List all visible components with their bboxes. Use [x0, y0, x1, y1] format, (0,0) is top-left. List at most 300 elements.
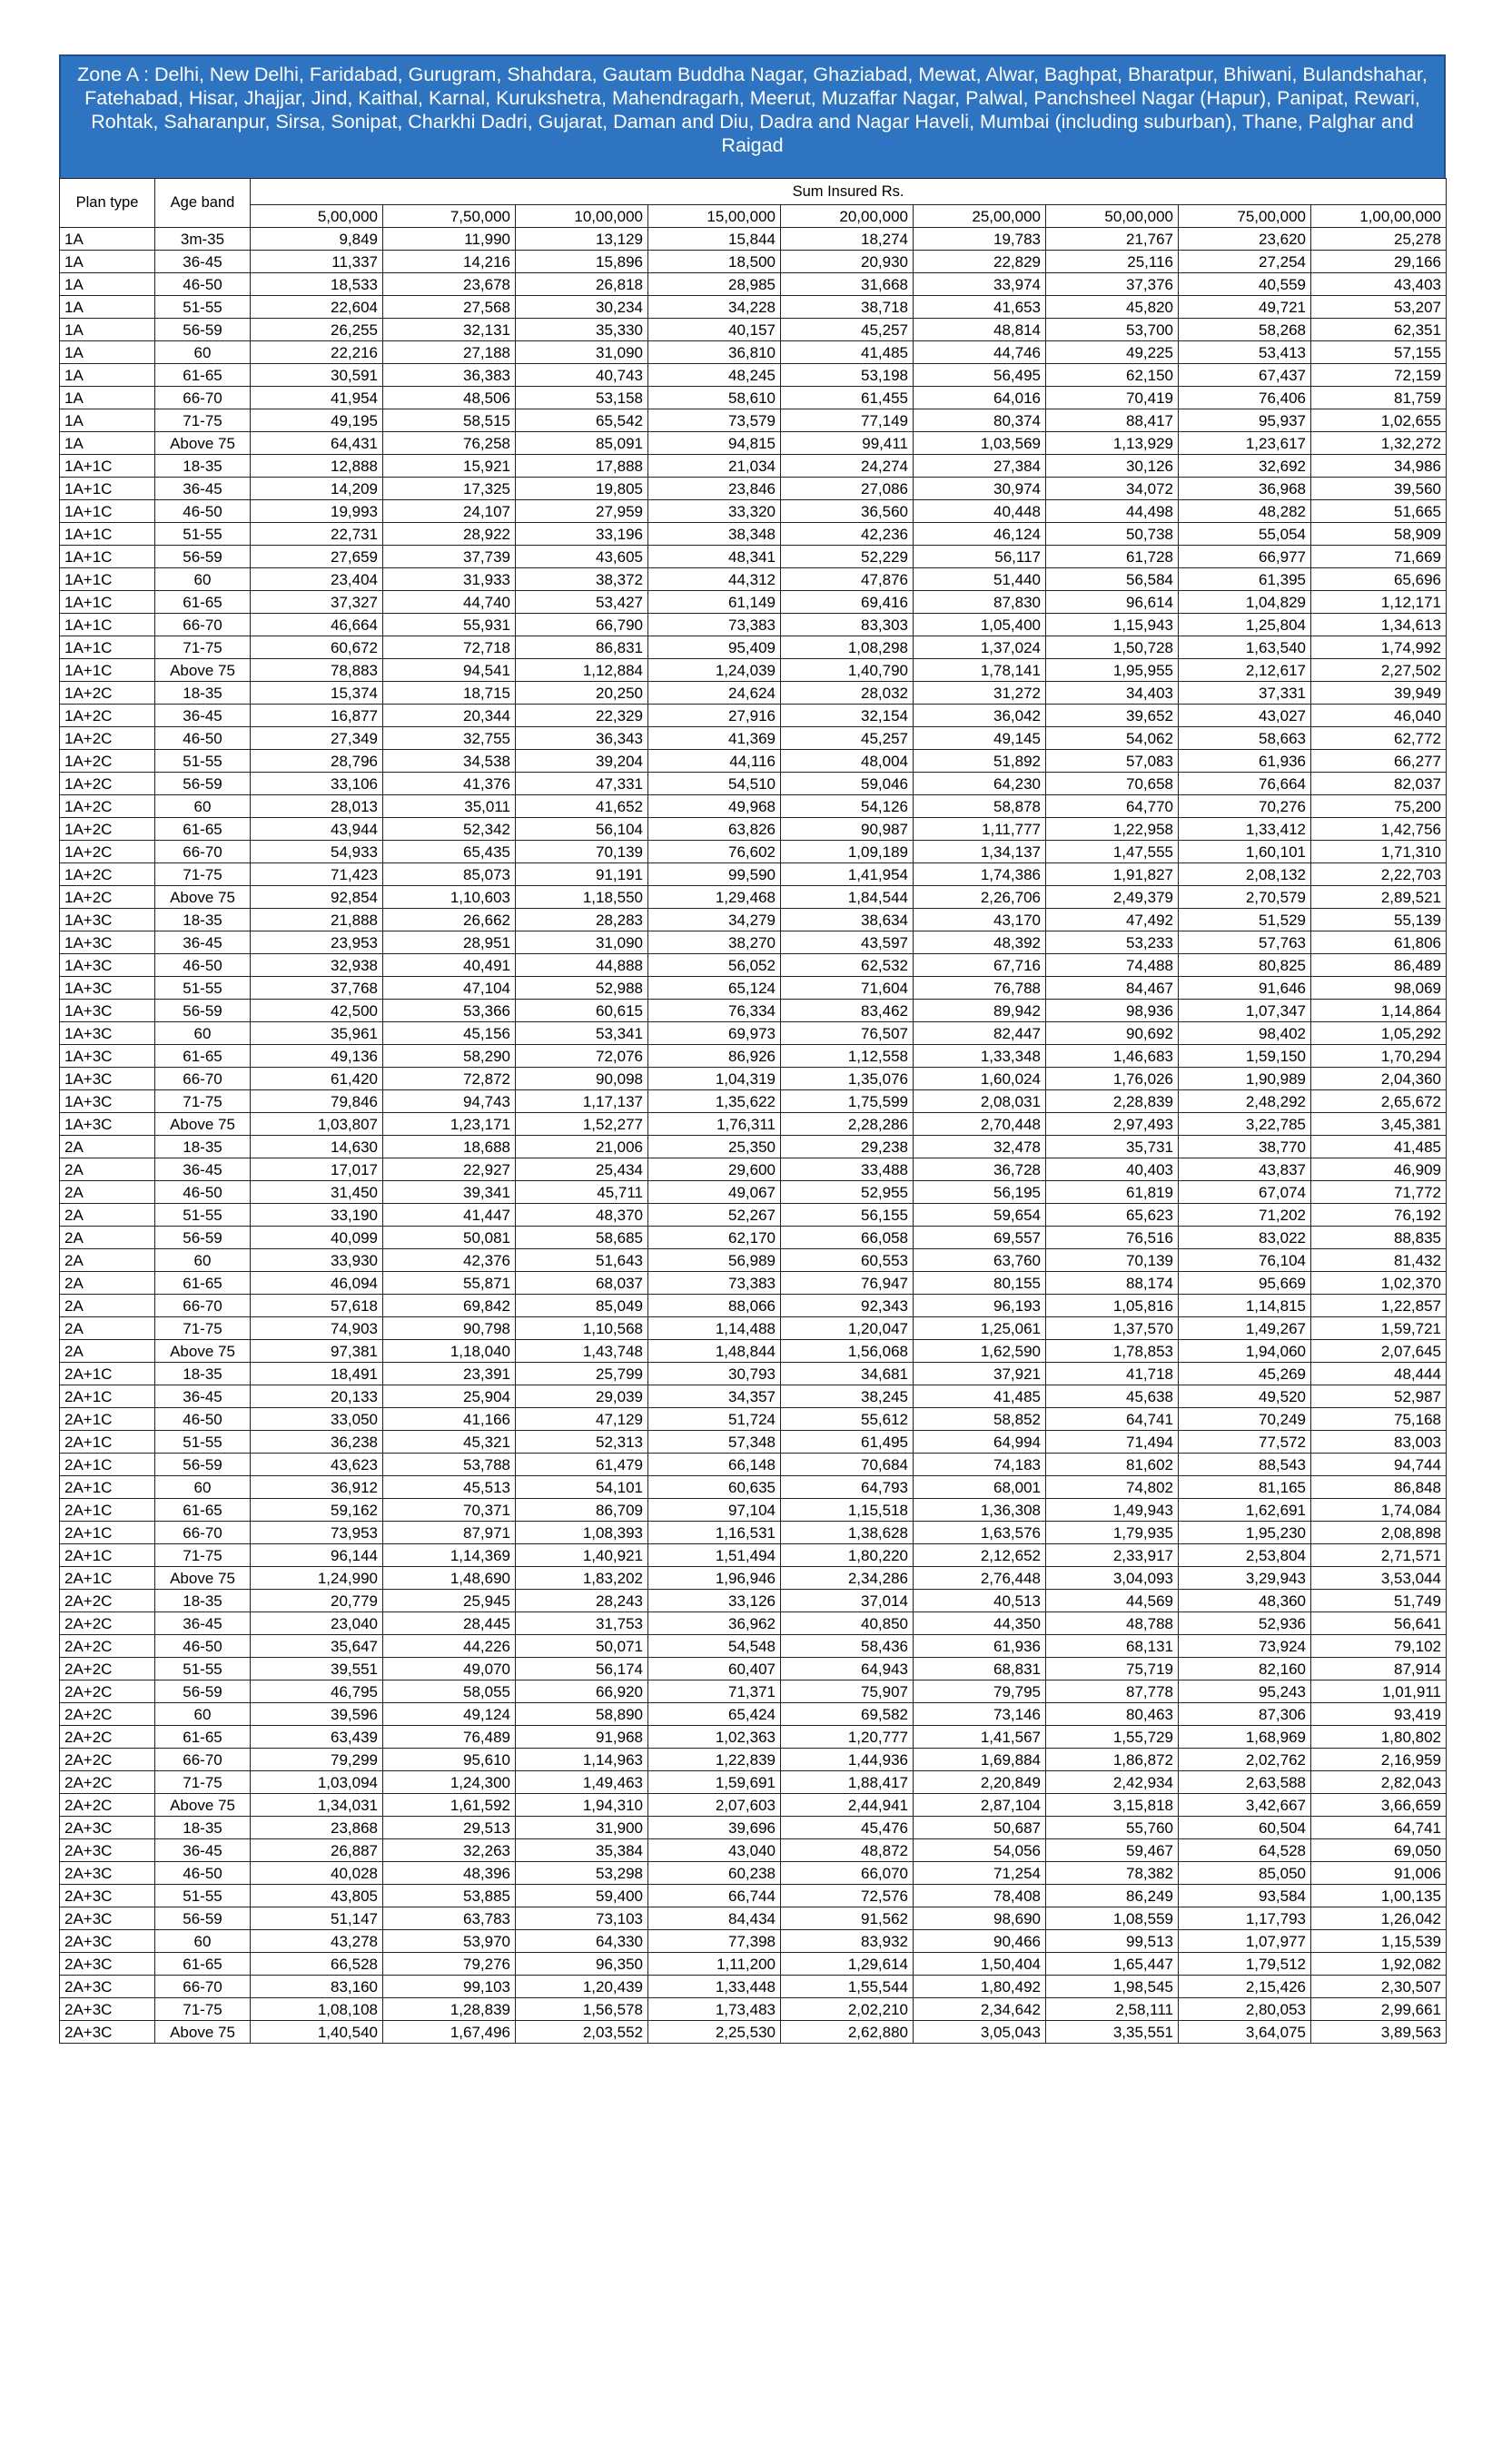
premium-cell: 33,126 [648, 1590, 781, 1612]
premium-cell: 32,131 [383, 319, 516, 341]
table-row [60, 1295, 1447, 1317]
premium-cell: 74,802 [1046, 1476, 1179, 1499]
premium-cell: 2,03,552 [516, 2021, 648, 2044]
premium-cell: 17,017 [251, 1158, 383, 1181]
premium-cell: 34,279 [648, 909, 781, 931]
premium-cell: 1,74,084 [1311, 1499, 1447, 1522]
premium-cell: 58,268 [1179, 319, 1311, 341]
premium-cell: 88,066 [648, 1295, 781, 1317]
premium-cell: 2,12,652 [914, 1544, 1046, 1567]
plan-type-cell: 2A [60, 1136, 155, 1158]
table-row [60, 523, 1447, 546]
premium-cell: 22,927 [383, 1158, 516, 1181]
age-band-cell: 60 [155, 1703, 251, 1726]
premium-cell: 36,962 [648, 1612, 781, 1635]
plan-type-cell: 2A+2C [60, 1726, 155, 1749]
plan-type-cell: 2A [60, 1181, 155, 1204]
premium-cell: 18,500 [648, 251, 781, 273]
premium-cell: 2,08,031 [914, 1090, 1046, 1113]
premium-cell: 1,88,417 [781, 1771, 914, 1794]
premium-cell: 1,76,026 [1046, 1068, 1179, 1090]
plan-type-cell: 2A+3C [60, 1930, 155, 1953]
premium-cell: 1,11,777 [914, 818, 1046, 841]
premium-cell: 1,52,277 [516, 1113, 648, 1136]
premium-cell: 30,126 [1046, 455, 1179, 478]
premium-cell: 1,25,804 [1179, 614, 1311, 636]
premium-cell: 48,282 [1179, 500, 1311, 523]
premium-cell: 46,909 [1311, 1158, 1447, 1181]
premium-cell: 51,643 [516, 1249, 648, 1272]
premium-cell: 61,149 [648, 591, 781, 614]
premium-cell: 45,513 [383, 1476, 516, 1499]
premium-cell: 85,073 [383, 863, 516, 886]
table-row [60, 863, 1447, 886]
age-band-cell: 66-70 [155, 614, 251, 636]
premium-cell: 16,877 [251, 705, 383, 727]
premium-cell: 53,970 [383, 1930, 516, 1953]
premium-cell: 70,276 [1179, 795, 1311, 818]
premium-cell: 98,936 [1046, 1000, 1179, 1022]
table-row [60, 636, 1447, 659]
premium-cell: 63,439 [251, 1726, 383, 1749]
premium-cell: 60,407 [648, 1658, 781, 1680]
premium-cell: 35,011 [383, 795, 516, 818]
age-band-cell: 60 [155, 1249, 251, 1272]
premium-cell: 82,037 [1311, 773, 1447, 795]
premium-cell: 86,926 [648, 1045, 781, 1068]
premium-cell: 45,476 [781, 1817, 914, 1839]
premium-cell: 1,50,728 [1046, 636, 1179, 659]
premium-cell: 60,504 [1179, 1817, 1311, 1839]
premium-cell: 74,903 [251, 1317, 383, 1340]
premium-cell: 66,277 [1311, 750, 1447, 773]
premium-cell: 1,50,404 [914, 1953, 1046, 1976]
table-row [60, 228, 1447, 251]
premium-cell: 33,320 [648, 500, 781, 523]
premium-cell: 1,38,628 [781, 1522, 914, 1544]
premium-cell: 87,830 [914, 591, 1046, 614]
premium-cell: 44,350 [914, 1612, 1046, 1635]
sum-insured-column-header: 20,00,000 [781, 205, 914, 228]
age-band-cell: Above 75 [155, 1794, 251, 1817]
premium-cell: 87,306 [1179, 1703, 1311, 1726]
table-row [60, 1317, 1447, 1340]
premium-cell: 51,724 [648, 1408, 781, 1431]
premium-cell: 50,081 [383, 1227, 516, 1249]
premium-cell: 40,099 [251, 1227, 383, 1249]
premium-cell: 1,92,082 [1311, 1953, 1447, 1976]
premium-cell: 73,383 [648, 1272, 781, 1295]
premium-cell: 3,53,044 [1311, 1567, 1447, 1590]
premium-cell: 37,014 [781, 1590, 914, 1612]
premium-cell: 65,542 [516, 409, 648, 432]
age-band-cell: 56-59 [155, 773, 251, 795]
premium-document [59, 54, 1446, 2044]
premium-cell: 73,953 [251, 1522, 383, 1544]
age-band-cell: 36-45 [155, 1612, 251, 1635]
premium-cell: 39,204 [516, 750, 648, 773]
premium-cell: 1,20,047 [781, 1317, 914, 1340]
premium-cell: 78,408 [914, 1885, 1046, 1907]
table-row [60, 1476, 1447, 1499]
premium-cell: 37,327 [251, 591, 383, 614]
premium-cell: 47,104 [383, 977, 516, 1000]
premium-cell: 40,028 [251, 1862, 383, 1885]
premium-cell: 73,383 [648, 614, 781, 636]
age-band-cell: 46-50 [155, 1862, 251, 1885]
premium-cell: 29,238 [781, 1136, 914, 1158]
premium-cell: 93,419 [1311, 1703, 1447, 1726]
premium-cell: 23,620 [1179, 228, 1311, 251]
plan-type-cell: 1A [60, 228, 155, 251]
premium-cell: 96,144 [251, 1544, 383, 1567]
premium-cell: 48,341 [648, 546, 781, 568]
plan-type-cell: 2A+2C [60, 1658, 155, 1680]
age-band-cell: 60 [155, 341, 251, 364]
premium-cell: 90,466 [914, 1930, 1046, 1953]
premium-cell: 71,202 [1179, 1204, 1311, 1227]
plan-type-cell: 1A+3C [60, 1090, 155, 1113]
premium-cell: 1,55,544 [781, 1976, 914, 1998]
premium-cell: 29,166 [1311, 251, 1447, 273]
table-row [60, 1363, 1447, 1385]
plan-type-cell: 2A+1C [60, 1476, 155, 1499]
table-row [60, 1090, 1447, 1113]
premium-cell: 1,24,300 [383, 1771, 516, 1794]
premium-cell: 1,84,544 [781, 886, 914, 909]
premium-cell: 99,411 [781, 432, 914, 455]
sum-insured-column-header: 75,00,000 [1179, 205, 1311, 228]
premium-cell: 20,779 [251, 1590, 383, 1612]
premium-table [59, 178, 1447, 2044]
premium-cell: 43,605 [516, 546, 648, 568]
premium-cell: 83,932 [781, 1930, 914, 1953]
premium-cell: 1,40,540 [251, 2021, 383, 2044]
premium-cell: 49,136 [251, 1045, 383, 1068]
table-row [60, 1022, 1447, 1045]
premium-cell: 77,149 [781, 409, 914, 432]
premium-cell: 81,602 [1046, 1454, 1179, 1476]
premium-cell: 70,371 [383, 1499, 516, 1522]
premium-cell: 36,728 [914, 1158, 1046, 1181]
plan-type-cell: 1A+2C [60, 863, 155, 886]
premium-cell: 2,02,210 [781, 1998, 914, 2021]
plan-type-cell: 2A [60, 1158, 155, 1181]
plan-type-cell: 2A+2C [60, 1590, 155, 1612]
premium-cell: 52,342 [383, 818, 516, 841]
premium-cell: 33,930 [251, 1249, 383, 1272]
premium-cell: 1,41,954 [781, 863, 914, 886]
premium-cell: 86,249 [1046, 1885, 1179, 1907]
premium-cell: 40,743 [516, 364, 648, 387]
table-row [60, 1567, 1447, 1590]
premium-cell: 44,746 [914, 341, 1046, 364]
premium-cell: 82,447 [914, 1022, 1046, 1045]
premium-cell: 64,741 [1046, 1408, 1179, 1431]
premium-cell: 49,070 [383, 1658, 516, 1680]
table-row [60, 841, 1447, 863]
premium-cell: 80,825 [1179, 954, 1311, 977]
premium-cell: 2,27,502 [1311, 659, 1447, 682]
premium-cell: 76,258 [383, 432, 516, 455]
premium-cell: 2,28,839 [1046, 1090, 1179, 1113]
table-row [60, 409, 1447, 432]
age-band-cell: 71-75 [155, 1317, 251, 1340]
age-band-cell: 56-59 [155, 1227, 251, 1249]
plan-type-cell: 2A+3C [60, 1862, 155, 1885]
table-row [60, 795, 1447, 818]
premium-cell: 93,584 [1179, 1885, 1311, 1907]
premium-cell: 79,795 [914, 1680, 1046, 1703]
sum-insured-column-header: 50,00,000 [1046, 205, 1179, 228]
table-row [60, 773, 1447, 795]
plan-type-cell: 2A+2C [60, 1794, 155, 1817]
age-band-cell: 51-55 [155, 1885, 251, 1907]
premium-cell: 57,348 [648, 1431, 781, 1454]
plan-type-cell: 2A [60, 1249, 155, 1272]
age-band-cell: 18-35 [155, 1817, 251, 1839]
premium-cell: 1,56,578 [516, 1998, 648, 2021]
premium-cell: 1,17,137 [516, 1090, 648, 1113]
premium-cell: 43,597 [781, 931, 914, 954]
premium-cell: 53,233 [1046, 931, 1179, 954]
premium-cell: 95,669 [1179, 1272, 1311, 1295]
premium-cell: 53,700 [1046, 319, 1179, 341]
premium-cell: 21,767 [1046, 228, 1179, 251]
premium-cell: 15,844 [648, 228, 781, 251]
premium-cell: 55,760 [1046, 1817, 1179, 1839]
age-band-cell: 51-55 [155, 523, 251, 546]
premium-cell: 53,366 [383, 1000, 516, 1022]
premium-cell: 60,635 [648, 1476, 781, 1499]
plan-type-cell: 1A+3C [60, 909, 155, 931]
age-band-cell: 61-65 [155, 1499, 251, 1522]
premium-cell: 72,718 [383, 636, 516, 659]
table-row [60, 1113, 1447, 1136]
zone-title: Zone A : Delhi, New Delhi, Faridabad, Gurugram, Shahdara, Gautam Buddha Nagar, Ghaziabad, Mewat, Alwar, Baghpat, Bharatpur, Bhiwani, Bulandshahar, Fatehabad, Hisar, Jhajjar, Jind, Kaithal, Karnal, Kurukshetra, Mahendragarh, Meerut, Muzaffar Nagar, Palwal, Panchsheel Nagar (Hapur), Panipat, Rewari, Rohtak, Saharanpur, Sirsa, Sonipat, Charkhi Dadri, Gujarat, Daman and Diu, Dadra and Nagar Haveli, Mumbai (including suburban), Thane, Palghar and Raigad [77, 64, 1428, 156]
table-row [60, 931, 1447, 954]
premium-cell: 36,042 [914, 705, 1046, 727]
table-row [60, 1544, 1447, 1567]
premium-cell: 29,039 [516, 1385, 648, 1408]
premium-cell: 1,05,816 [1046, 1295, 1179, 1317]
premium-cell: 27,568 [383, 296, 516, 319]
premium-cell: 48,245 [648, 364, 781, 387]
premium-cell: 54,062 [1046, 727, 1179, 750]
premium-cell: 49,968 [648, 795, 781, 818]
table-row [60, 1181, 1447, 1204]
premium-cell: 40,513 [914, 1590, 1046, 1612]
premium-cell: 3,45,381 [1311, 1113, 1447, 1136]
premium-cell: 71,669 [1311, 546, 1447, 568]
premium-cell: 92,343 [781, 1295, 914, 1317]
premium-cell: 99,103 [383, 1976, 516, 1998]
premium-cell: 1,33,348 [914, 1045, 1046, 1068]
premium-cell: 21,034 [648, 455, 781, 478]
table-row [60, 954, 1447, 977]
premium-cell: 78,382 [1046, 1862, 1179, 1885]
premium-cell: 69,582 [781, 1703, 914, 1726]
premium-cell: 1,91,827 [1046, 863, 1179, 886]
premium-cell: 78,883 [251, 659, 383, 682]
premium-cell: 79,846 [251, 1090, 383, 1113]
premium-cell: 80,463 [1046, 1703, 1179, 1726]
premium-cell: 79,299 [251, 1749, 383, 1771]
premium-cell: 27,188 [383, 341, 516, 364]
premium-cell: 66,070 [781, 1862, 914, 1885]
zone-title-banner [59, 54, 1446, 178]
premium-cell: 39,696 [648, 1817, 781, 1839]
premium-cell: 1,33,412 [1179, 818, 1311, 841]
age-band-cell: 51-55 [155, 1658, 251, 1680]
age-band-cell: Above 75 [155, 659, 251, 682]
premium-cell: 27,384 [914, 455, 1046, 478]
premium-cell: 45,321 [383, 1431, 516, 1454]
premium-cell: 11,990 [383, 228, 516, 251]
premium-cell: 2,08,132 [1179, 863, 1311, 886]
premium-cell: 35,384 [516, 1839, 648, 1862]
premium-cell: 38,718 [781, 296, 914, 319]
premium-cell: 57,618 [251, 1295, 383, 1317]
premium-cell: 88,417 [1046, 409, 1179, 432]
premium-cell: 64,793 [781, 1476, 914, 1499]
age-band-cell: 66-70 [155, 387, 251, 409]
premium-cell: 71,494 [1046, 1431, 1179, 1454]
age-band-cell: 51-55 [155, 1431, 251, 1454]
premium-cell: 53,298 [516, 1862, 648, 1885]
premium-cell: 1,62,590 [914, 1340, 1046, 1363]
premium-cell: 99,590 [648, 863, 781, 886]
premium-cell: 1,22,857 [1311, 1295, 1447, 1317]
premium-cell: 49,225 [1046, 341, 1179, 364]
premium-cell: 43,027 [1179, 705, 1311, 727]
premium-cell: 25,350 [648, 1136, 781, 1158]
premium-cell: 46,094 [251, 1272, 383, 1295]
premium-cell: 97,381 [251, 1340, 383, 1363]
premium-cell: 40,850 [781, 1612, 914, 1635]
premium-cell: 13,129 [516, 228, 648, 251]
premium-cell: 48,872 [781, 1839, 914, 1862]
plan-type-cell: 1A+3C [60, 1022, 155, 1045]
table-row [60, 1408, 1447, 1431]
premium-cell: 1,35,076 [781, 1068, 914, 1090]
premium-cell: 73,103 [516, 1907, 648, 1930]
premium-cell: 99,513 [1046, 1930, 1179, 1953]
plan-type-cell: 1A+2C [60, 773, 155, 795]
plan-type-cell: 2A+1C [60, 1408, 155, 1431]
premium-cell: 2,42,934 [1046, 1771, 1179, 1794]
premium-cell: 21,006 [516, 1136, 648, 1158]
premium-cell: 44,569 [1046, 1590, 1179, 1612]
premium-cell: 73,579 [648, 409, 781, 432]
plan-type-cell: 2A+1C [60, 1363, 155, 1385]
premium-cell: 1,24,990 [251, 1567, 383, 1590]
premium-cell: 1,16,531 [648, 1522, 781, 1544]
premium-cell: 76,104 [1179, 1249, 1311, 1272]
premium-cell: 84,467 [1046, 977, 1179, 1000]
table-row [60, 1703, 1447, 1726]
premium-cell: 76,192 [1311, 1204, 1447, 1227]
premium-cell: 48,788 [1046, 1612, 1179, 1635]
premium-cell: 1,14,864 [1311, 1000, 1447, 1022]
premium-cell: 86,831 [516, 636, 648, 659]
premium-cell: 39,551 [251, 1658, 383, 1680]
premium-cell: 48,814 [914, 319, 1046, 341]
premium-cell: 71,772 [1311, 1181, 1447, 1204]
age-band-cell: 51-55 [155, 296, 251, 319]
premium-cell: 61,495 [781, 1431, 914, 1454]
premium-cell: 51,440 [914, 568, 1046, 591]
premium-cell: 1,05,400 [914, 614, 1046, 636]
premium-cell: 62,532 [781, 954, 914, 977]
premium-cell: 1,23,171 [383, 1113, 516, 1136]
premium-cell: 61,479 [516, 1454, 648, 1476]
plan-type-cell: 1A+1C [60, 614, 155, 636]
premium-cell: 2,33,917 [1046, 1544, 1179, 1567]
premium-cell: 1,79,512 [1179, 1953, 1311, 1976]
premium-cell: 1,36,308 [914, 1499, 1046, 1522]
premium-cell: 72,576 [781, 1885, 914, 1907]
premium-cell: 64,741 [1311, 1817, 1447, 1839]
plan-type-cell: 2A [60, 1340, 155, 1363]
premium-cell: 59,046 [781, 773, 914, 795]
table-row [60, 296, 1447, 319]
premium-cell: 56,155 [781, 1204, 914, 1227]
premium-cell: 1,12,171 [1311, 591, 1447, 614]
premium-cell: 44,888 [516, 954, 648, 977]
premium-cell: 50,687 [914, 1817, 1046, 1839]
sum-insured-header: Sum Insured Rs. [251, 179, 1447, 205]
table-row [60, 886, 1447, 909]
premium-cell: 53,788 [383, 1454, 516, 1476]
premium-cell: 1,08,298 [781, 636, 914, 659]
plan-type-cell: 1A [60, 319, 155, 341]
premium-cell: 39,341 [383, 1181, 516, 1204]
premium-cell: 1,01,911 [1311, 1680, 1447, 1703]
plan-type-cell: 2A+2C [60, 1612, 155, 1635]
premium-cell: 45,257 [781, 727, 914, 750]
age-band-cell: 46-50 [155, 1181, 251, 1204]
premium-cell: 47,129 [516, 1408, 648, 1431]
premium-cell: 40,403 [1046, 1158, 1179, 1181]
premium-cell: 84,434 [648, 1907, 781, 1930]
age-band-cell: 46-50 [155, 500, 251, 523]
premium-cell: 1,56,068 [781, 1340, 914, 1363]
premium-cell: 61,819 [1046, 1181, 1179, 1204]
age-band-cell: 71-75 [155, 1544, 251, 1567]
age-band-cell: 60 [155, 568, 251, 591]
premium-cell: 45,269 [1179, 1363, 1311, 1385]
premium-cell: 54,548 [648, 1635, 781, 1658]
premium-cell: 62,170 [648, 1227, 781, 1249]
premium-cell: 2,99,661 [1311, 1998, 1447, 2021]
premium-cell: 88,543 [1179, 1454, 1311, 1476]
age-band-cell: 66-70 [155, 1068, 251, 1090]
premium-cell: 37,331 [1179, 682, 1311, 705]
premium-cell: 53,427 [516, 591, 648, 614]
premium-cell: 30,591 [251, 364, 383, 387]
premium-cell: 83,160 [251, 1976, 383, 1998]
premium-cell: 40,157 [648, 319, 781, 341]
premium-cell: 70,658 [1046, 773, 1179, 795]
premium-cell: 58,290 [383, 1045, 516, 1068]
premium-cell: 1,74,992 [1311, 636, 1447, 659]
premium-cell: 57,155 [1311, 341, 1447, 364]
premium-cell: 23,846 [648, 478, 781, 500]
premium-cell: 1,23,617 [1179, 432, 1311, 455]
age-band-cell: 46-50 [155, 273, 251, 296]
plan-type-cell: 1A+1C [60, 500, 155, 523]
